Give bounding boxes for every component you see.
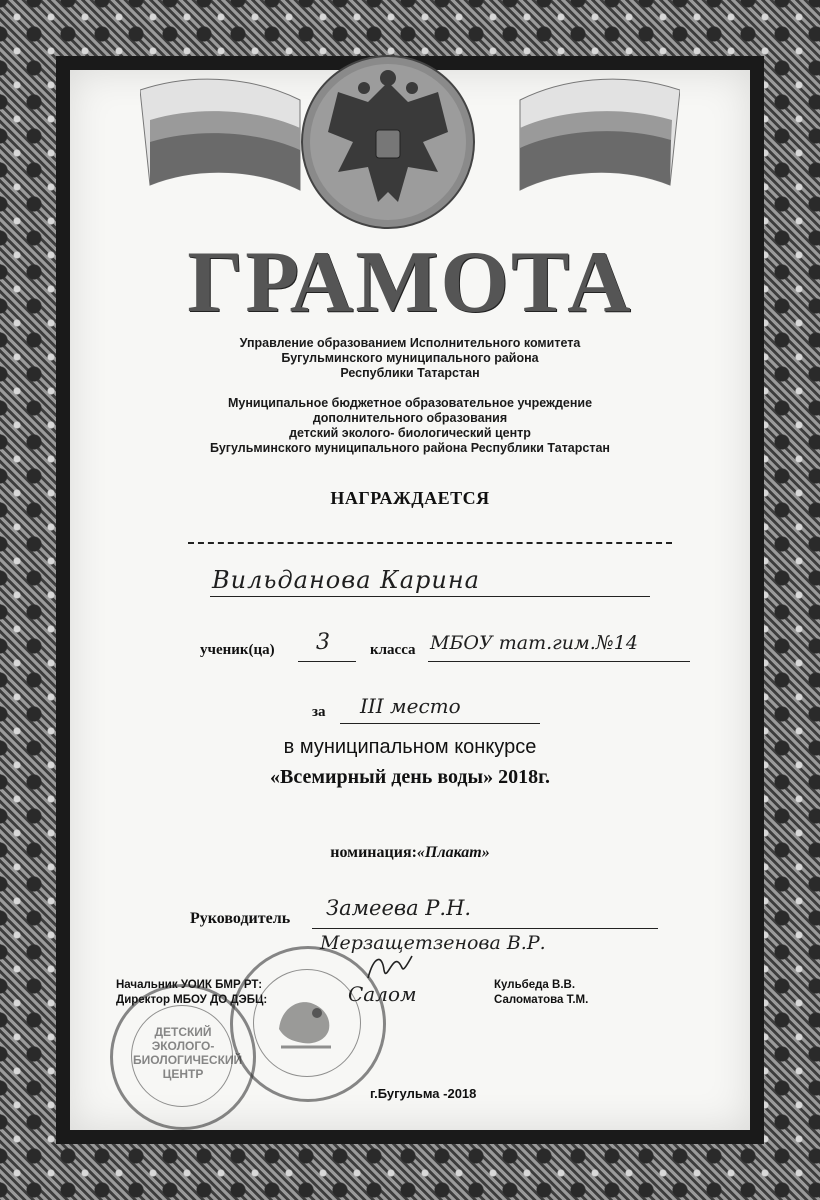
nomination <box>70 844 750 862</box>
signature-2: Салом <box>348 982 417 1006</box>
issuing-institution <box>70 396 750 456</box>
supervisor-name: Замеева Р.Н. <box>326 896 472 920</box>
right-seal <box>230 946 386 1102</box>
leopard-emblem-icon <box>271 989 341 1055</box>
certificate-title: ГРАМОТА <box>187 234 633 331</box>
for-label: за <box>312 704 326 720</box>
seal-line: ЦЕНТР <box>162 1067 204 1081</box>
official-names <box>494 978 588 1008</box>
org2-line: дополнительного образования <box>312 411 508 425</box>
nomination-label: номинация: <box>330 844 417 861</box>
org1-line: Управление образованием Исполнительного комитета <box>239 336 581 350</box>
school-underline <box>428 661 690 662</box>
recipient-name: Вильданова Карина <box>212 566 480 594</box>
org1-line: Бугульминского муниципального района <box>281 351 539 365</box>
student-label: ученик(ца) <box>200 642 275 658</box>
supervisor-label: Руководитель <box>190 910 291 927</box>
name-underline <box>210 596 650 597</box>
left-seal-text <box>133 1025 243 1081</box>
official2-name: Саломатова Т.М. <box>494 994 589 1006</box>
dashed-divider <box>188 542 672 544</box>
coat-of-arms-emblem <box>298 42 478 242</box>
supervisor-underline <box>312 928 658 929</box>
seal-line: ДЕТСКИЙ <box>154 1025 212 1039</box>
city-year: г.Бугульма -2018 <box>370 1086 477 1101</box>
issuing-authority <box>70 336 750 381</box>
awarded-heading: НАГРАЖДАЕТСЯ <box>330 488 490 508</box>
seal-line: БИОЛОГИЧЕСКИЙ <box>133 1053 243 1067</box>
nomination-value: «Плакат» <box>416 844 490 861</box>
contest-line-1: в муниципальном конкурсе <box>283 736 537 758</box>
place-underline <box>340 723 540 724</box>
org1-line: Республики Татарстан <box>340 366 480 380</box>
contest-line-2: «Всемирный день воды» 2018г. <box>269 766 550 788</box>
seal-line: ЭКОЛОГО- <box>151 1039 215 1053</box>
grade-value: 3 <box>316 630 330 655</box>
school-value: МБОУ тат.гим.№14 <box>430 632 638 654</box>
official1-name: Кульбеда В.В. <box>494 979 576 991</box>
org2-line: Муниципальное бюджетное образовательное учреждение <box>227 396 593 410</box>
certificate-paper <box>70 70 750 1130</box>
class-label: класса <box>370 642 416 658</box>
supervisor-name-2: Мерзащетзенова В.Р. <box>320 932 546 954</box>
official2-title: Директор МБОУ ДО ДЭБЦ: <box>116 994 268 1006</box>
org2-line: Бугульминского муниципального района Республики Татарстан <box>210 441 610 455</box>
org2-line: детский эколого- биологический центр <box>289 426 531 440</box>
place-value: III место <box>360 694 461 718</box>
grade-underline <box>298 661 356 662</box>
official1-title: Начальник УОИК БМР РТ: <box>116 979 263 991</box>
